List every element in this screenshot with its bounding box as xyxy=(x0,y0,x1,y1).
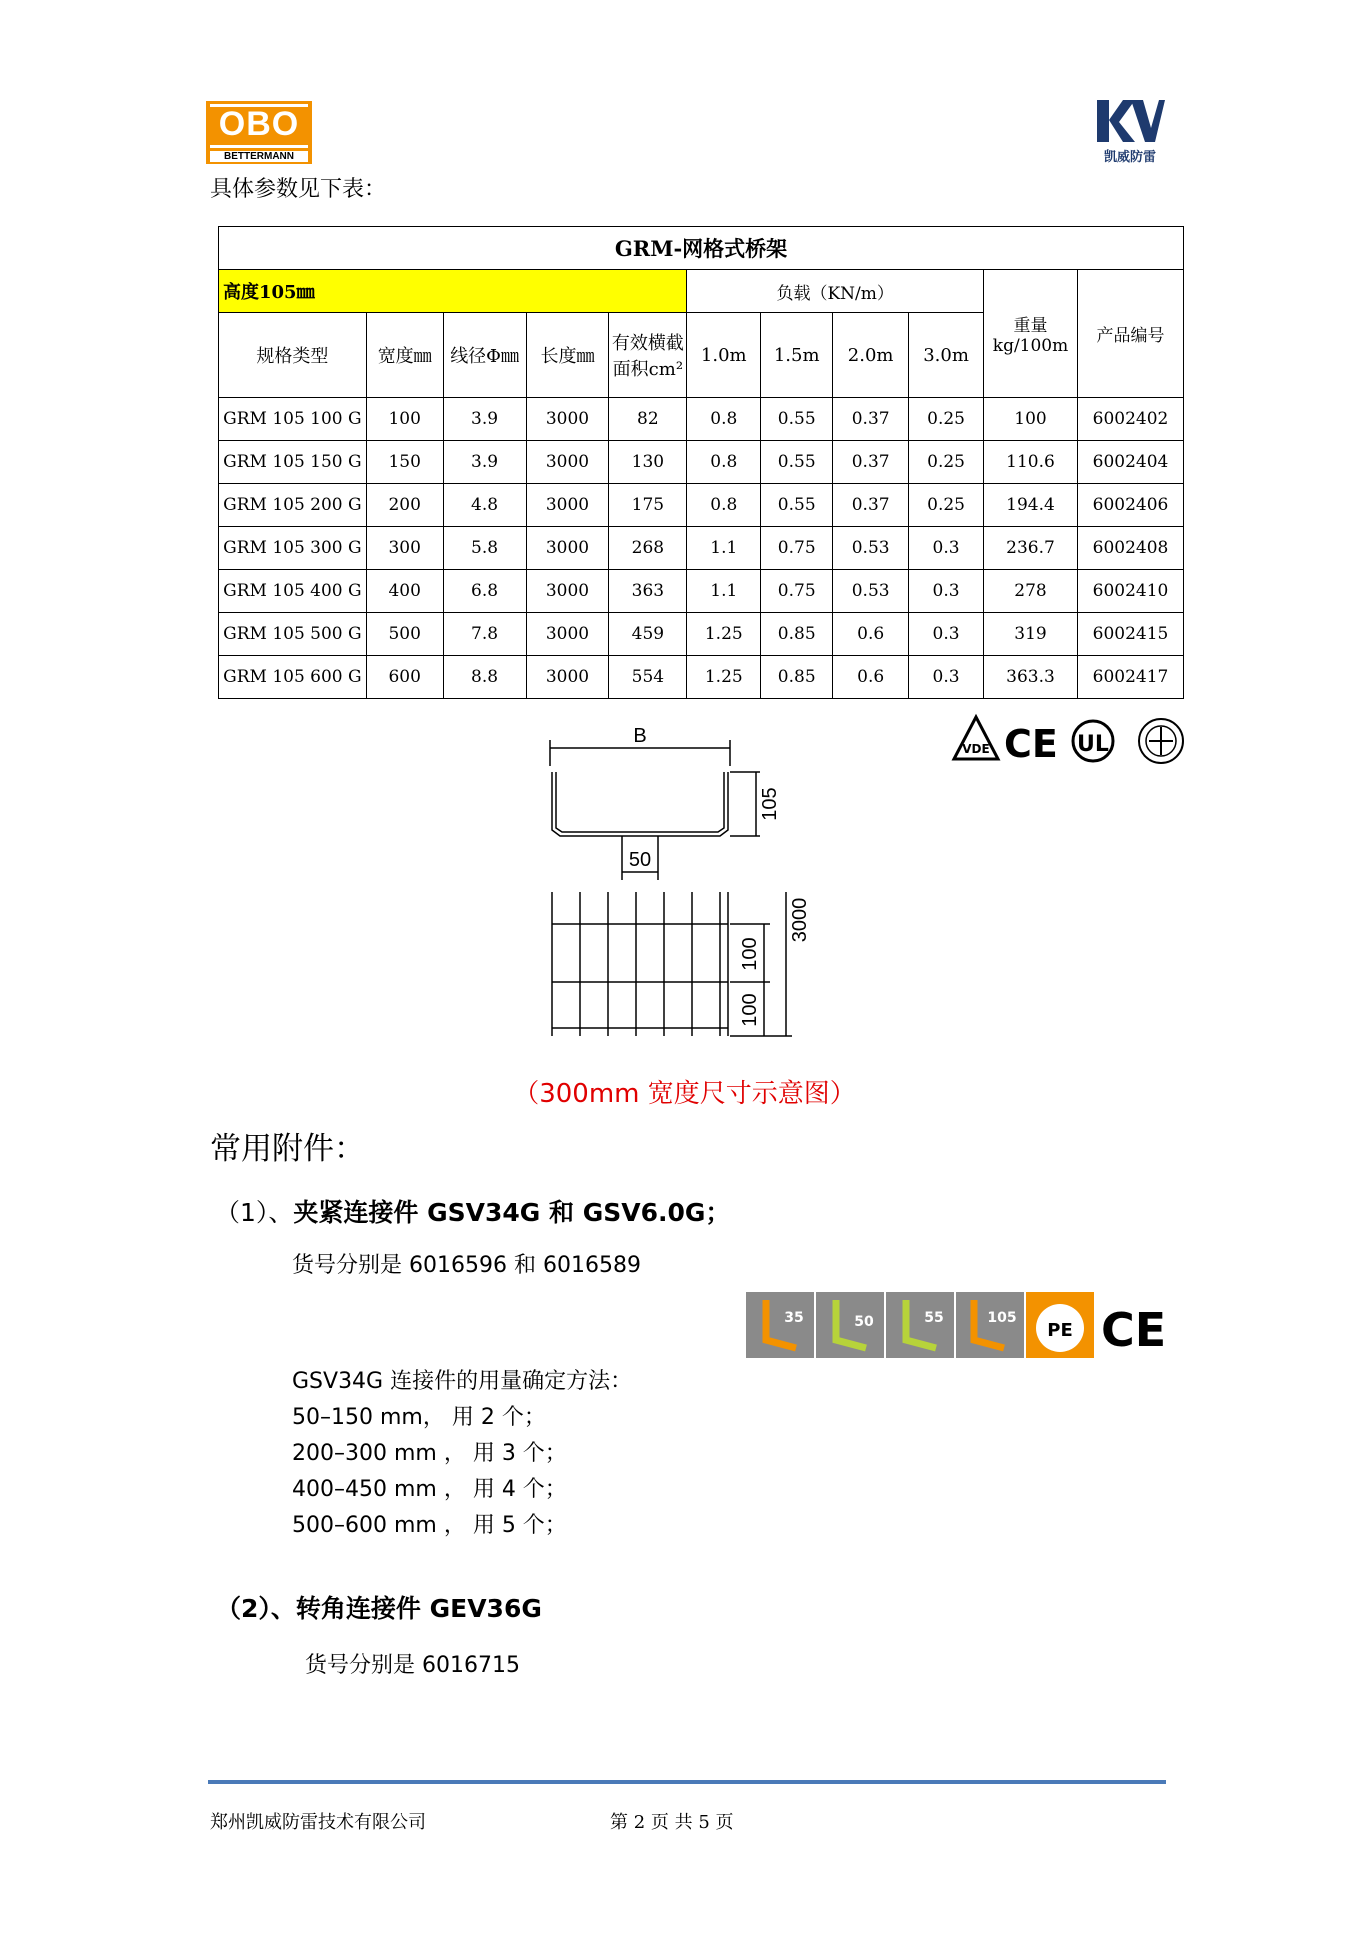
cell-l4: 0.25 xyxy=(909,441,984,484)
dim-50: 50 xyxy=(628,849,652,871)
cell-l1: 1.1 xyxy=(687,570,761,613)
load-col-header: 2.0m xyxy=(833,313,909,398)
load-label: 负载（KN/m） xyxy=(687,270,984,313)
col-width-header: 宽度㎜ xyxy=(366,313,443,398)
table-row xyxy=(219,441,1184,484)
cell-length: 3000 xyxy=(526,527,609,570)
cell-width: 100 xyxy=(366,398,443,441)
badge-35: 35 xyxy=(784,1310,804,1326)
cell-l1: 1.25 xyxy=(687,656,761,699)
method-title: GSV34G 连接件的用量确定方法： xyxy=(292,1369,633,1394)
cell-length: 3000 xyxy=(526,441,609,484)
cell-l2: 0.75 xyxy=(761,570,833,613)
cell-area: 554 xyxy=(609,656,687,699)
cell-l4: 0.25 xyxy=(909,484,984,527)
logo-line xyxy=(210,145,308,148)
product-no-header: 产品编号 xyxy=(1077,270,1183,398)
cell-type: GRM 105 300 G xyxy=(219,527,367,570)
dim-b: B xyxy=(633,725,647,747)
footer-divider xyxy=(208,1780,1166,1784)
weight-header: 重量kg/100m xyxy=(984,270,1078,398)
cell-type: GRM 105 100 G xyxy=(219,398,367,441)
cell-no: 6002406 xyxy=(1077,484,1183,527)
cell-wire: 6.8 xyxy=(443,570,526,613)
cell-l1: 0.8 xyxy=(687,484,761,527)
load-col-header: 3.0m xyxy=(909,313,984,398)
cell-l2: 0.75 xyxy=(761,527,833,570)
cell-width: 150 xyxy=(366,441,443,484)
cell-area: 130 xyxy=(609,441,687,484)
table-row xyxy=(219,613,1184,656)
cell-type: GRM 105 200 G xyxy=(219,484,367,527)
cell-weight: 319 xyxy=(984,613,1078,656)
table-row xyxy=(219,398,1184,441)
cell-l3: 0.53 xyxy=(833,570,909,613)
badge-50: 50 xyxy=(854,1314,874,1330)
cell-length: 3000 xyxy=(526,656,609,699)
svg-text:VDE: VDE xyxy=(962,742,990,756)
cell-no: 6002415 xyxy=(1077,613,1183,656)
kv-logo-cn: 凯威防雷 xyxy=(1103,150,1156,165)
cell-width: 600 xyxy=(366,656,443,699)
cell-wire: 7.8 xyxy=(443,613,526,656)
table-row xyxy=(219,570,1184,613)
kv-logo xyxy=(1095,98,1165,168)
tray-drawing xyxy=(530,720,830,1050)
item1-heading xyxy=(215,1193,730,1229)
cell-wire: 5.8 xyxy=(443,527,526,570)
cell-l4: 0.3 xyxy=(909,570,984,613)
dim-105: 105 xyxy=(759,787,781,821)
cell-type: GRM 105 600 G xyxy=(219,656,367,699)
table-row xyxy=(219,656,1184,699)
cell-l1: 0.8 xyxy=(687,398,761,441)
ccc-icon xyxy=(1139,719,1183,763)
badge-pe: PE xyxy=(1047,1320,1073,1341)
cell-l4: 0.25 xyxy=(909,398,984,441)
cell-no: 6002402 xyxy=(1077,398,1183,441)
height-label: 高度105㎜ xyxy=(219,270,687,313)
intro-text: 具体参数见下表： xyxy=(210,177,387,202)
badge-105: 105 xyxy=(987,1310,1017,1326)
cell-width: 400 xyxy=(366,570,443,613)
item1-numbers: 货号分别是 6016596 和 6016589 xyxy=(292,1253,641,1278)
item1-prefix: （1）、 xyxy=(215,1198,294,1227)
cell-l3: 0.6 xyxy=(833,656,909,699)
svg-text:CE: CE xyxy=(1101,1303,1166,1357)
usage-rule: 500–600 mm ， 用 5 个； xyxy=(292,1513,567,1538)
col-wire-header: 线径Φ㎜ xyxy=(443,313,526,398)
cell-width: 200 xyxy=(366,484,443,527)
cell-l4: 0.3 xyxy=(909,656,984,699)
cell-l3: 0.6 xyxy=(833,613,909,656)
cell-type: GRM 105 400 G xyxy=(219,570,367,613)
size-badges xyxy=(746,1290,1166,1360)
cell-l3: 0.53 xyxy=(833,527,909,570)
cell-l3: 0.37 xyxy=(833,398,909,441)
obo-logo-sub: BETTERMANN xyxy=(210,151,308,162)
col-length-header: 长度㎜ xyxy=(526,313,609,398)
table-title: GRM-网格式桥架 xyxy=(219,227,1184,270)
cell-width: 500 xyxy=(366,613,443,656)
obo-logo-text: OBO xyxy=(218,105,300,143)
col-area-header: 有效横截面积cm² xyxy=(609,313,687,398)
cell-l4: 0.3 xyxy=(909,527,984,570)
cell-l2: 0.85 xyxy=(761,613,833,656)
drawing-caption: （300mm 宽度尺寸示意图） xyxy=(513,1079,856,1109)
cell-l2: 0.55 xyxy=(761,484,833,527)
dim-100: 100 xyxy=(739,993,761,1027)
svg-text:UL: UL xyxy=(1077,732,1109,757)
cell-weight: 278 xyxy=(984,570,1078,613)
cell-l1: 1.1 xyxy=(687,527,761,570)
cell-no: 6002410 xyxy=(1077,570,1183,613)
ul-icon xyxy=(1073,721,1113,761)
cell-area: 459 xyxy=(609,613,687,656)
cell-weight: 236.7 xyxy=(984,527,1078,570)
ce-icon xyxy=(1101,1303,1166,1357)
table-row xyxy=(219,527,1184,570)
usage-rule: 400–450 mm ， 用 4 个； xyxy=(292,1477,567,1502)
item2-heading xyxy=(216,1589,542,1625)
cell-weight: 194.4 xyxy=(984,484,1078,527)
ce-icon xyxy=(1004,722,1058,765)
table-row xyxy=(219,484,1184,527)
item2-prefix: （2）、 xyxy=(216,1594,296,1623)
cell-l2: 0.55 xyxy=(761,398,833,441)
col-type-header: 规格类型 xyxy=(219,313,367,398)
cell-wire: 4.8 xyxy=(443,484,526,527)
cell-wire: 8.8 xyxy=(443,656,526,699)
item2-numbers: 货号分别是 6016715 xyxy=(305,1653,520,1678)
cell-l2: 0.85 xyxy=(761,656,833,699)
item1-title: 夹紧连接件 GSV34G 和 GSV6.0G； xyxy=(293,1198,731,1227)
usage-rule: 50–150 mm， 用 2 个； xyxy=(292,1405,546,1430)
cell-l4: 0.3 xyxy=(909,613,984,656)
footer-page: 第 2 页 共 5 页 xyxy=(610,1812,734,1833)
cell-area: 363 xyxy=(609,570,687,613)
badge-55: 55 xyxy=(924,1310,944,1326)
cell-weight: 100 xyxy=(984,398,1078,441)
accessories-heading: 常用附件： xyxy=(210,1131,365,1167)
cell-area: 268 xyxy=(609,527,687,570)
cert-icons xyxy=(950,713,1186,765)
footer-company: 郑州凯威防雷技术有限公司 xyxy=(210,1812,426,1833)
cell-length: 3000 xyxy=(526,398,609,441)
cell-length: 3000 xyxy=(526,613,609,656)
cell-l1: 1.25 xyxy=(687,613,761,656)
cell-area: 82 xyxy=(609,398,687,441)
cell-wire: 3.9 xyxy=(443,398,526,441)
cell-l1: 0.8 xyxy=(687,441,761,484)
vde-icon xyxy=(954,717,998,759)
item2-title: 转角连接件 GEV36G xyxy=(295,1594,542,1623)
load-col-header: 1.0m xyxy=(687,313,761,398)
load-col-header: 1.5m xyxy=(761,313,833,398)
cell-no: 6002404 xyxy=(1077,441,1183,484)
cell-weight: 110.6 xyxy=(984,441,1078,484)
cell-type: GRM 105 500 G xyxy=(219,613,367,656)
kv-logo-mark xyxy=(1095,98,1165,144)
obo-logo xyxy=(206,101,312,164)
cell-l2: 0.55 xyxy=(761,441,833,484)
cell-type: GRM 105 150 G xyxy=(219,441,367,484)
spec-table xyxy=(218,226,1184,699)
cell-no: 6002408 xyxy=(1077,527,1183,570)
cell-area: 175 xyxy=(609,484,687,527)
cell-no: 6002417 xyxy=(1077,656,1183,699)
dim-100: 100 xyxy=(739,937,761,971)
cell-l3: 0.37 xyxy=(833,484,909,527)
usage-rule: 200–300 mm ， 用 3 个； xyxy=(292,1441,567,1466)
cell-length: 3000 xyxy=(526,570,609,613)
cell-weight: 363.3 xyxy=(984,656,1078,699)
cell-width: 300 xyxy=(366,527,443,570)
cell-wire: 3.9 xyxy=(443,441,526,484)
dim-3000: 3000 xyxy=(789,897,811,943)
cell-length: 3000 xyxy=(526,484,609,527)
svg-text:CE: CE xyxy=(1004,722,1058,765)
cell-l3: 0.37 xyxy=(833,441,909,484)
